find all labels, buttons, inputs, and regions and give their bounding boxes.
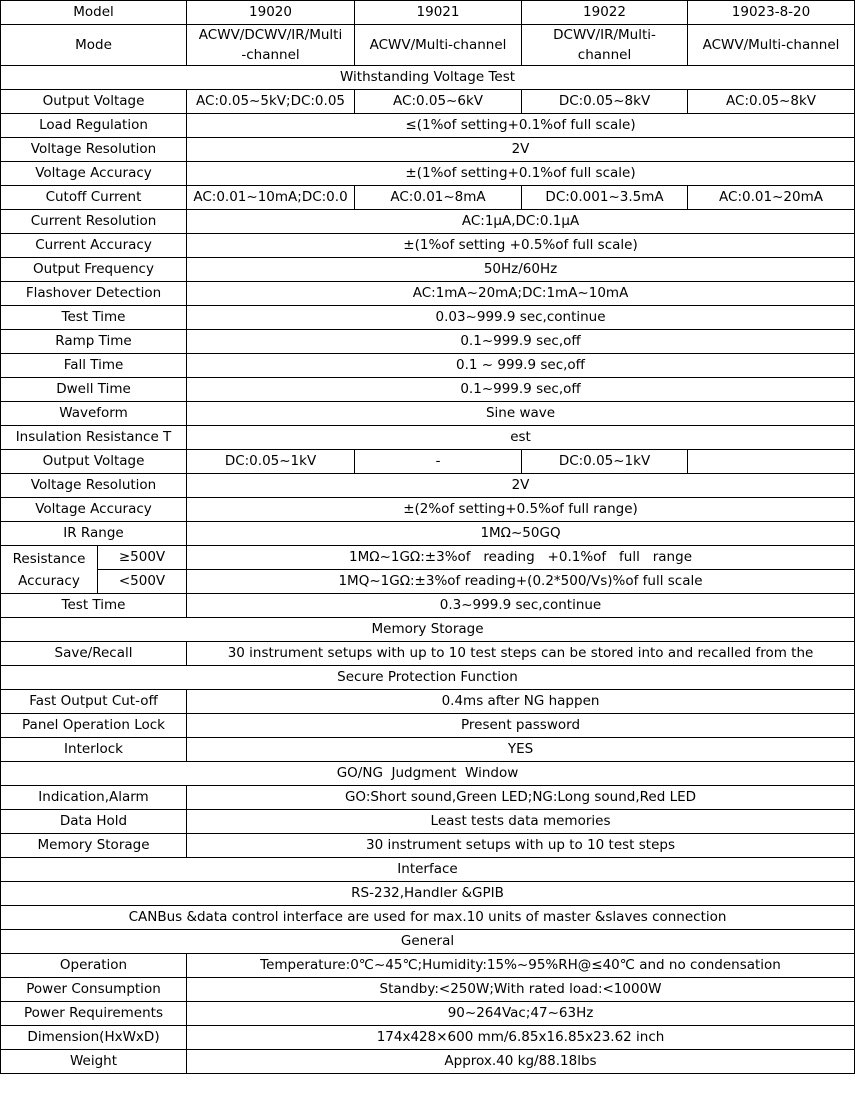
spec-row xyxy=(1,906,855,930)
section-title: Secure Protection Function xyxy=(1,666,855,690)
spec-label: Save/Recall xyxy=(1,642,187,666)
spec-label: Test Time xyxy=(1,306,187,330)
spec-value: DC:0.05~1kV xyxy=(522,450,688,474)
spec-label: Voltage Accuracy xyxy=(1,162,187,186)
spec-row xyxy=(1,1050,855,1074)
spec-value: AC:0.01~20mA xyxy=(688,186,855,210)
spec-label: Cutoff Current xyxy=(1,186,187,210)
spec-value: DC:0.001~3.5mA xyxy=(522,186,688,210)
spec-value: 0.03~999.9 sec,continue xyxy=(187,306,855,330)
spec-value: 174x428×600 mm/6.85x16.85x23.62 inch xyxy=(187,1026,855,1050)
spec-row xyxy=(1,114,855,138)
spec-value: Temperature:0℃~45℃;Humidity:15%~95%RH@≤40℃ and no condensation xyxy=(187,954,855,978)
spec-row xyxy=(1,498,855,522)
ge500-label: ≥500V xyxy=(98,546,187,570)
spec-label: Dimension(HxWxD) xyxy=(1,1026,187,1050)
mode-19022-line2: channel xyxy=(577,47,632,63)
spec-value: AC:0.01~10mA;DC:0.0 xyxy=(187,186,355,210)
spec-row xyxy=(1,690,855,714)
spec-value: AC:0.01~8mA xyxy=(355,186,522,210)
spec-label: Dwell Time xyxy=(1,378,187,402)
spec-value: 0.1~999.9 sec,off xyxy=(187,330,855,354)
spec-row xyxy=(1,978,855,1002)
section-memory xyxy=(1,618,855,642)
spec-value: 0.4ms after NG happen xyxy=(187,690,855,714)
spec-label: Test Time xyxy=(1,594,187,618)
spec-label: Output Voltage xyxy=(1,90,187,114)
mode-19020 xyxy=(187,25,355,66)
spec-row xyxy=(1,402,855,426)
lt500-label: <500V xyxy=(98,570,187,594)
spec-label: Fall Time xyxy=(1,354,187,378)
spec-label: Weight xyxy=(1,1050,187,1074)
spec-value xyxy=(688,450,855,474)
resistance-accuracy-line1: Resistance xyxy=(12,550,86,567)
spec-row xyxy=(1,210,855,234)
section-interface xyxy=(1,858,855,882)
spec-value: 50Hz/60Hz xyxy=(187,258,855,282)
spec-value: RS-232,Handler &GPIB xyxy=(1,882,855,906)
spec-row xyxy=(1,234,855,258)
section-title: Memory Storage xyxy=(1,618,855,642)
mode-19020-line1: ACWV/DCWV/IR/Multi xyxy=(198,27,343,43)
spec-value: DC:0.05~8kV xyxy=(522,90,688,114)
spec-value: Sine wave xyxy=(187,402,855,426)
spec-row xyxy=(1,786,855,810)
mode-19021: ACWV/Multi-channel xyxy=(355,25,522,66)
spec-label: Ramp Time xyxy=(1,330,187,354)
spec-label: Data Hold xyxy=(1,810,187,834)
spec-row xyxy=(1,378,855,402)
section-gong xyxy=(1,762,855,786)
section-title: General xyxy=(1,930,855,954)
spec-label: Output Voltage xyxy=(1,450,187,474)
spec-label: Panel Operation Lock xyxy=(1,714,187,738)
spec-value: CANBus &data control interface are used for max.10 units of master &slaves connection xyxy=(1,906,855,930)
spec-row xyxy=(1,90,855,114)
spec-value: 1MΩ~50GQ xyxy=(187,522,855,546)
spec-row xyxy=(1,138,855,162)
spec-value: ≤(1%of setting+0.1%of full scale) xyxy=(187,114,855,138)
spec-value: AC:0.05~8kV xyxy=(688,90,855,114)
spec-label: Indication,Alarm xyxy=(1,786,187,810)
spec-value: 30 instrument setups with up to 10 test steps xyxy=(187,834,855,858)
spec-value: Standby:<250W;With rated load:<1000W xyxy=(187,978,855,1002)
spec-row xyxy=(1,474,855,498)
spec-value: AC:0.05~5kV;DC:0.05 xyxy=(187,90,355,114)
spec-row xyxy=(1,954,855,978)
spec-value: GO:Short sound,Green LED;NG:Long sound,Red LED xyxy=(187,786,855,810)
model-19023: 19023-8-20 xyxy=(688,1,855,25)
spec-value: YES xyxy=(187,738,855,762)
resistance-accuracy-label xyxy=(1,546,98,594)
spec-value: ±(2%of setting+0.5%of full range) xyxy=(187,498,855,522)
spec-value: 30 instrument setups with up to 10 test steps can be stored into and recalled from the xyxy=(187,642,855,666)
spec-label: Waveform xyxy=(1,402,187,426)
ge500-value: 1MΩ~1GΩ:±3%of reading +0.1%of full range xyxy=(187,546,855,570)
model-19021: 19021 xyxy=(355,1,522,25)
section-title-left: Insulation Resistance T xyxy=(1,426,187,450)
spec-label: Flashover Detection xyxy=(1,282,187,306)
spec-value: Least tests data memories xyxy=(187,810,855,834)
spec-label: Voltage Resolution xyxy=(1,138,187,162)
section-protection xyxy=(1,666,855,690)
spec-row xyxy=(1,546,855,570)
spec-label: Operation xyxy=(1,954,187,978)
spec-label: Current Resolution xyxy=(1,210,187,234)
section-general xyxy=(1,930,855,954)
spec-row xyxy=(1,522,855,546)
spec-row xyxy=(1,810,855,834)
spec-label: Current Accuracy xyxy=(1,234,187,258)
spec-value: ±(1%of setting+0.1%of full scale) xyxy=(187,162,855,186)
spec-value: 2V xyxy=(187,138,855,162)
spec-label: Voltage Resolution xyxy=(1,474,187,498)
spec-row xyxy=(1,330,855,354)
spec-label: Output Frequency xyxy=(1,258,187,282)
section-title: Withstanding Voltage Test xyxy=(1,66,855,90)
spec-label: Voltage Accuracy xyxy=(1,498,187,522)
mode-label: Mode xyxy=(1,25,187,66)
spec-row xyxy=(1,594,855,618)
spec-label: Interlock xyxy=(1,738,187,762)
spec-row xyxy=(1,450,855,474)
section-insulation xyxy=(1,426,855,450)
spec-row xyxy=(1,1002,855,1026)
spec-label: Power Consumption xyxy=(1,978,187,1002)
spec-label: Power Requirements xyxy=(1,1002,187,1026)
spec-row xyxy=(1,1026,855,1050)
model-row xyxy=(1,1,855,25)
spec-row xyxy=(1,714,855,738)
spec-value: - xyxy=(355,450,522,474)
spec-row xyxy=(1,306,855,330)
spec-row xyxy=(1,162,855,186)
model-label: Model xyxy=(1,1,187,25)
spec-label: Fast Output Cut-off xyxy=(1,690,187,714)
spec-row xyxy=(1,642,855,666)
section-title: Interface xyxy=(1,858,855,882)
spec-row xyxy=(1,258,855,282)
mode-row xyxy=(1,25,855,66)
spec-value: 0.1~999.9 sec,off xyxy=(187,378,855,402)
spec-label: IR Range xyxy=(1,522,187,546)
spec-value: Approx.40 kg/88.18lbs xyxy=(187,1050,855,1074)
mode-19023: ACWV/Multi-channel xyxy=(688,25,855,66)
section-withstanding xyxy=(1,66,855,90)
spec-label: Memory Storage xyxy=(1,834,187,858)
spec-value: DC:0.05~1kV xyxy=(187,450,355,474)
spec-row xyxy=(1,186,855,210)
spec-value: AC:1mA~20mA;DC:1mA~10mA xyxy=(187,282,855,306)
resistance-accuracy-line2: Accuracy xyxy=(18,572,80,589)
spec-row xyxy=(1,738,855,762)
spec-value: 0.3~999.9 sec,continue xyxy=(187,594,855,618)
model-19020: 19020 xyxy=(187,1,355,25)
spec-value: Present password xyxy=(187,714,855,738)
model-19022: 19022 xyxy=(522,1,688,25)
spec-value: 2V xyxy=(187,474,855,498)
lt500-value: 1MQ~1GΩ:±3%of reading+(0.2*500/Vs)%of full scale xyxy=(187,570,855,594)
spec-row xyxy=(1,882,855,906)
spec-row xyxy=(1,570,855,594)
spec-label: Load Regulation xyxy=(1,114,187,138)
mode-19022-line1: DCWV/IR/Multi- xyxy=(553,27,656,43)
section-title: GO/NG Judgment Window xyxy=(1,762,855,786)
spec-value: 0.1 ~ 999.9 sec,off xyxy=(187,354,855,378)
spec-value: AC:0.05~6kV xyxy=(355,90,522,114)
spec-value: 90~264Vac;47~63Hz xyxy=(187,1002,855,1026)
mode-19020-line2: -channel xyxy=(241,47,300,63)
spec-row xyxy=(1,834,855,858)
spec-row xyxy=(1,354,855,378)
mode-19022 xyxy=(522,25,688,66)
spec-value: ±(1%of setting +0.5%of full scale) xyxy=(187,234,855,258)
section-title-right: est xyxy=(187,426,855,450)
spec-row xyxy=(1,282,855,306)
spec-value: AC:1μA,DC:0.1μA xyxy=(187,210,855,234)
